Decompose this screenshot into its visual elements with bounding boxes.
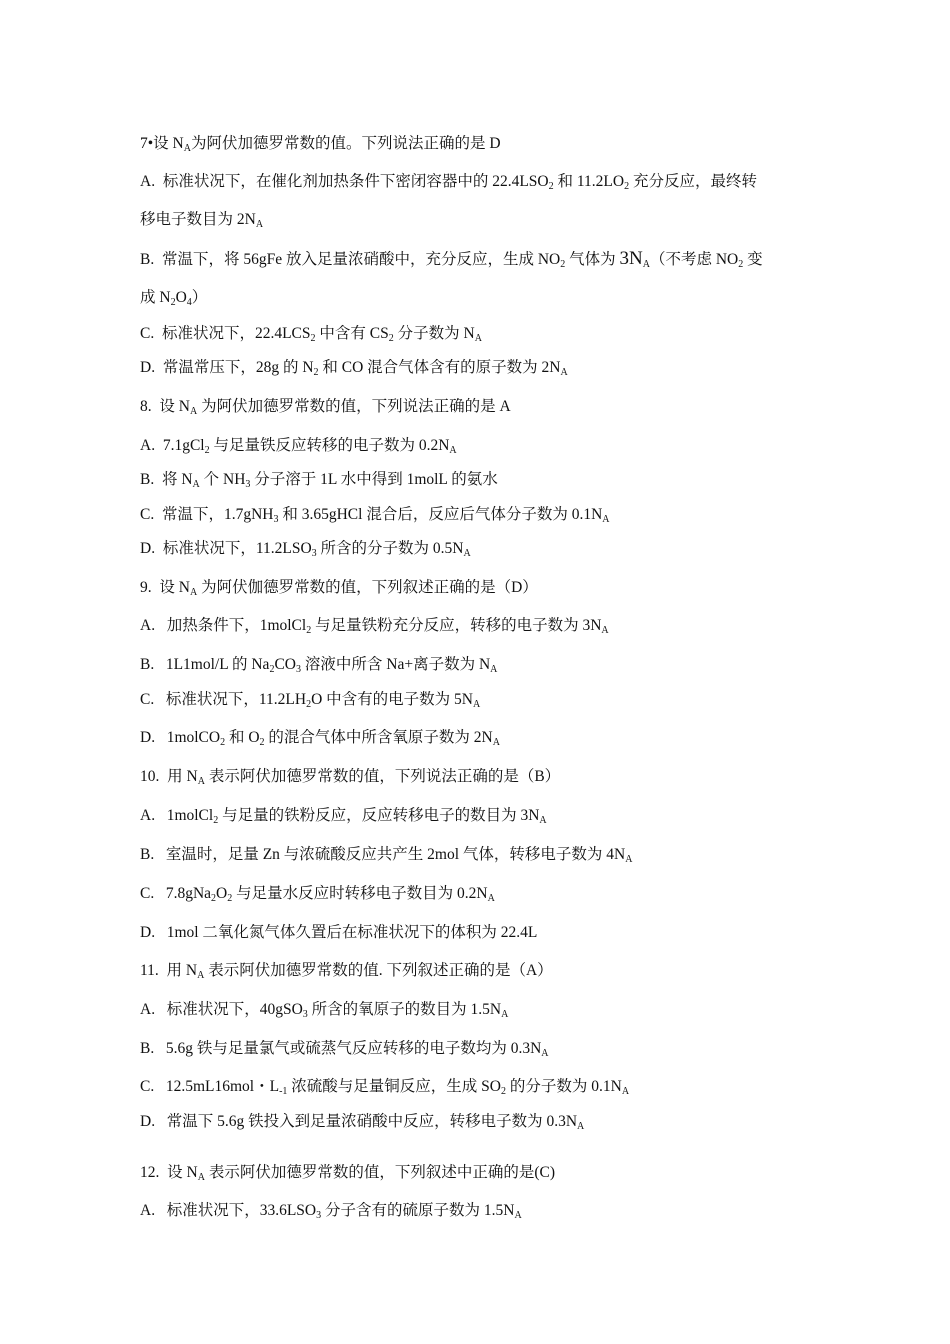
subscript-text: A: [192, 479, 200, 490]
line-text: B. 5.6g 铁与足量氯气或硫蒸气反应转移的电子数均为 0.3N: [140, 1040, 542, 1057]
line-text: 气体为: [565, 251, 620, 268]
line-text: 和 3.65gHCl 混合后，反应后气体分子数为 0.1N: [278, 506, 603, 523]
line-text: 的分子数为 0.1N: [506, 1078, 622, 1095]
line-text: 和 CO 混合气体含有的原子数为 2N: [318, 359, 561, 376]
text-line: [140, 1077, 840, 1099]
line-text: D. 常温下 5.6g 铁投入到足量浓硝酸中反应，转移电子数为 0.3N: [140, 1113, 578, 1130]
line-text: C. 标准状况下，11.2LH: [140, 691, 307, 708]
line-text: A. 标准状况下，40gSO: [140, 1001, 303, 1018]
line-text: 7•设 N: [140, 135, 184, 152]
text-line: [140, 1000, 840, 1022]
text-line: [140, 1039, 840, 1061]
line-text: 分子数为 N: [393, 325, 475, 342]
subscript-text: 3: [311, 548, 317, 559]
text-line: [140, 134, 840, 156]
line-text: 为阿伏加德罗常数的值，下列说法正确的是 A: [197, 398, 511, 415]
subscript-text: 2: [560, 259, 566, 270]
subscript-text: 2: [738, 259, 744, 270]
line-text: ）: [191, 289, 208, 306]
subscript-text: 4: [186, 297, 192, 308]
subscript-text: 2: [548, 181, 554, 192]
text-line: [140, 505, 840, 527]
subscript-text: A: [539, 815, 547, 826]
text-line: [140, 470, 840, 492]
subscript-text: 2: [306, 699, 312, 710]
line-text: 的混合气体中所含氧原子数为 2N: [264, 729, 493, 746]
subscript-text: 2: [306, 625, 312, 636]
subscript-text: 2: [211, 893, 217, 904]
subscript-text: A: [625, 854, 633, 865]
line-text: C. 12.5mL16mol・L: [140, 1078, 280, 1095]
subscript-text: 2: [259, 737, 265, 748]
line-text: 与足量水反应时转移电子数目为 0.2N: [232, 885, 488, 902]
subscript-text: A: [472, 699, 481, 710]
text-line: [140, 436, 840, 458]
line-text: B. 将 N: [140, 471, 193, 488]
subscript-text: A: [487, 893, 495, 904]
text-line: [140, 358, 840, 380]
text-line: [140, 655, 840, 677]
subscript-text: 2: [310, 333, 316, 344]
subscript-text: A: [501, 1009, 509, 1020]
text-line: [140, 172, 840, 194]
text-line: [140, 806, 840, 828]
line-text: CO: [274, 656, 296, 673]
text-line: [140, 288, 840, 310]
subscript-text: A: [577, 1121, 585, 1132]
text-line: [140, 923, 840, 943]
subscript-text: A: [474, 333, 482, 344]
line-text: 表示阿伏加德罗常数的值，下列说法正确的是（B）: [204, 768, 561, 785]
line-text: A. 标准状况下，在催化剂加热条件下密闭容器中的 22.4LSO: [140, 173, 549, 190]
line-text: 中含有 CS: [315, 325, 389, 342]
line-text: A. 7.1gCl: [140, 437, 205, 454]
subscript-text: A: [197, 776, 205, 787]
line-text: B. 1L1mol/L 的 Na: [140, 656, 270, 673]
subscript-text: 3: [245, 479, 251, 490]
subscript-text: 3: [296, 664, 301, 675]
line-text: 为阿伏加德罗常数的值。下列说法正确的是 D: [190, 135, 501, 152]
line-text: 9. 设 N: [140, 579, 190, 596]
line-text: 所含的分子数为 0.5N: [316, 540, 464, 557]
line-text: 和 11.2LO: [553, 173, 625, 190]
line-text: A. 标准状况下，33.6LSO: [140, 1202, 317, 1219]
text-line: [140, 845, 840, 867]
text-line: [140, 728, 840, 750]
line-text: 充分反应，最终转: [629, 173, 757, 190]
line-text: D. 1molCO: [140, 729, 221, 746]
subscript-text: 2: [170, 297, 176, 308]
line-text: 8. 设 N: [140, 398, 190, 415]
subscript-text: A: [601, 625, 609, 636]
text-line: [140, 539, 840, 561]
line-text: 10. 用 N: [140, 768, 198, 785]
subscript-text: A: [492, 737, 500, 748]
subscript-text: 2: [501, 1086, 506, 1097]
line-text: （不考虑 NO: [649, 251, 739, 268]
text-line: [140, 690, 840, 712]
subscript-text: 2: [624, 181, 630, 192]
text-line: [140, 1163, 840, 1185]
subscript-text: 3: [316, 1210, 322, 1221]
subscript-text: A: [541, 1048, 549, 1059]
subscript-text: 2: [204, 445, 210, 456]
subscript-text: A: [642, 259, 650, 270]
text-line: [140, 249, 840, 272]
line-text: D. 常温常压下，28g 的 N: [140, 359, 314, 376]
line-text: O 中含有的电子数为 5N: [311, 691, 473, 708]
subscript-text: A: [621, 1086, 630, 1097]
subscript-text: 2: [269, 664, 275, 675]
line-text: C. 7.8gNa: [140, 885, 212, 902]
line-text: A. 1molCl: [140, 807, 214, 824]
subscript-text: A: [449, 445, 457, 456]
subscript-text: 2: [220, 737, 226, 748]
subscript-text: 2: [313, 367, 319, 378]
line-text: 移电子数目为 2N: [140, 211, 256, 228]
subscript-text: 2: [213, 815, 219, 826]
line-text: 与足量铁反应转移的电子数为 0.2N: [209, 437, 450, 454]
line-text: C. 标准状况下，22.4LCS: [140, 325, 311, 342]
line-text: B. 常温下，将 56gFe 放入足量浓硝酸中，充分反应，生成 NO: [140, 251, 561, 268]
line-text: 12. 设 N: [140, 1164, 198, 1181]
line-text: 个 NH: [199, 471, 246, 488]
subscript-text: A: [560, 367, 568, 378]
line-text: 浓硫酸与足量铜反应，生成 SO: [287, 1078, 501, 1095]
subscript-text: A: [189, 587, 198, 598]
text-line: [140, 767, 840, 789]
line-text: O: [175, 289, 187, 306]
subscript-text: A: [183, 143, 191, 154]
subscript-text: 3: [302, 1009, 308, 1020]
text-line: [140, 961, 840, 983]
line-text: 3N: [619, 248, 643, 269]
line-text: 与足量的铁粉反应，反应转移电子的数目为 3N: [218, 807, 540, 824]
subscript-text: 2: [388, 333, 394, 344]
line-text: 与足量铁粉充分反应，转移的电子数为 3N: [311, 617, 602, 634]
subscript-text: A: [602, 514, 610, 525]
line-text: 所含的氧原子的数目为 1.5N: [307, 1001, 502, 1018]
text-line: [140, 1112, 840, 1134]
line-text: C. 常温下，1.7gNH: [140, 506, 274, 523]
subscript-text: A: [189, 406, 198, 417]
line-text: 和 O: [225, 729, 260, 746]
line-text: 成 N: [140, 289, 171, 306]
line-text: D. 1mol 二氧化氮气体久置后在标准状况下的体积为 22.4L: [140, 924, 538, 941]
line-text: 为阿伏伽德罗常数的值，下列叙述正确的是（D）: [197, 579, 538, 596]
line-text: 分子含有的硫原子数为 1.5N: [321, 1202, 515, 1219]
subscript-text: A: [490, 664, 498, 675]
text-line: [140, 1201, 840, 1223]
subscript-text: A: [514, 1210, 522, 1221]
text-line: [140, 210, 840, 232]
line-text: 溶液中所含 Na+离子数为 N: [301, 656, 491, 673]
text-line: [140, 884, 840, 906]
line-text: 分子溶于 1L 水中得到 1molL 的氨水: [250, 471, 498, 488]
subscript-text: A: [463, 548, 471, 559]
subscript-text: -1: [279, 1086, 288, 1097]
line-text: 变: [743, 251, 763, 268]
text-line: [140, 616, 840, 638]
line-text: O: [216, 885, 228, 902]
line-text: B. 室温时，足量 Zn 与浓硫酸反应共产生 2mol 气体，转移电子数为 4N: [140, 846, 626, 863]
line-text: D. 标准状况下，11.2LSO: [140, 540, 312, 557]
text-line: [140, 397, 840, 419]
text-line: [140, 578, 840, 600]
subscript-text: A: [197, 1172, 205, 1183]
subscript-text: 2: [227, 893, 233, 904]
subscript-text: 3: [273, 514, 279, 525]
line-text: 11. 用 N: [140, 962, 198, 979]
subscript-text: A: [197, 970, 205, 981]
text-line: [140, 324, 840, 346]
line-text: 表示阿伏加德罗常数的值. 下列叙述正确的是（A）: [204, 962, 553, 979]
subscript-text: A: [255, 219, 264, 230]
line-text: A. 加热条件下，1molCl: [140, 617, 307, 634]
line-text: 表示阿伏加德罗常数的值，下列叙述中正确的是(C): [204, 1164, 555, 1181]
